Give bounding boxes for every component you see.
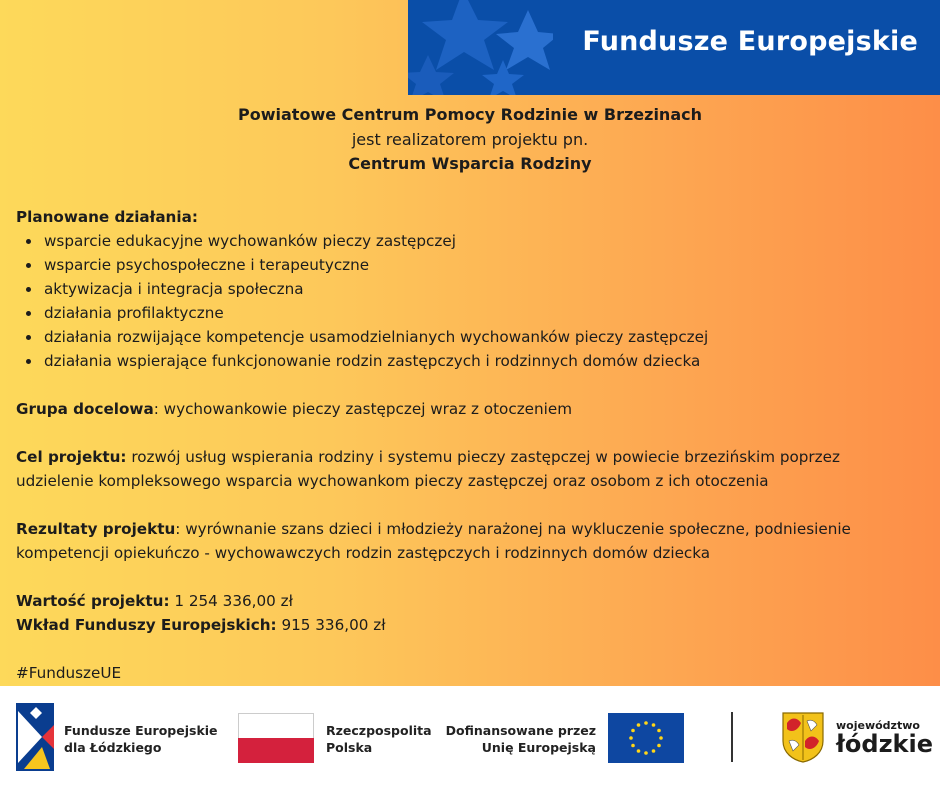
project-value-amount: 1 254 336,00 zł <box>169 592 293 610</box>
project-value <box>16 589 916 613</box>
poland-text <box>326 722 432 756</box>
project-name: Centrum Wsparcia Rodziny <box>348 154 592 173</box>
banner-title: Fundusze Europejskie <box>582 26 918 57</box>
header-block <box>0 103 940 177</box>
region-big-text: łódzkie <box>836 730 934 758</box>
eu-line1: Dofinansowane przez <box>445 723 596 738</box>
target-group <box>16 397 916 421</box>
region-small-text: województwo <box>836 719 920 732</box>
goal-label: Cel projektu: <box>16 448 127 466</box>
target-group-label: Grupa docelowa <box>16 400 154 418</box>
list-item: działania profilaktyczne <box>16 301 916 325</box>
eu-contribution-label: Wkład Funduszy Europejskich: <box>16 616 277 634</box>
goal <box>16 445 916 493</box>
fe-lodzkie-text <box>64 722 218 756</box>
poland-line2: Polska <box>326 740 373 755</box>
organization-name: Powiatowe Centrum Pomocy Rodzinie w Brzezinach <box>238 105 702 124</box>
goal-text: rozwój usług wspierania rodziny i systemu pieczy zastępczej w powiecie brzezińskim poprzez udzielenie kompleksowego wsparcia wychowankom pieczy zastępczej oraz osobom z ich otoczenia <box>16 448 840 490</box>
content <box>16 205 916 685</box>
eu-stars-art-icon <box>408 0 558 95</box>
results-label: Rezultaty projektu <box>16 520 176 538</box>
lodzkie-coat-of-arms-icon <box>781 711 825 763</box>
activities-label: Planowane działania: <box>16 208 198 226</box>
activities-list <box>16 229 916 373</box>
hashtag: #FunduszeUE <box>16 664 122 682</box>
results-text: : wyrównanie szans dzieci i młodzieży narażonej na wykluczenie społeczne, podniesienie kompetencji opiekuńczo - wychowawczych rodzin zastępczych i rodzinnych domów dziecka <box>16 520 851 562</box>
logo-strip <box>0 686 940 788</box>
poland-line1: Rzeczpospolita <box>326 723 432 738</box>
eu-contribution <box>16 613 916 637</box>
eu-cofunded-text <box>440 722 596 756</box>
fe-lodzkie-line1: Fundusze Europejskie <box>64 723 218 738</box>
list-item: wsparcie edukacyjne wychowanków pieczy zastępczej <box>16 229 916 253</box>
eu-contribution-amount: 915 336,00 zł <box>276 616 386 634</box>
list-item: działania rozwijające kompetencje usamodzielnianych wychowanków pieczy zastępczej <box>16 325 916 349</box>
list-item: działania wspierające funkcjonowanie rodzin zastępczych i rodzinnych domów dziecka <box>16 349 916 373</box>
fe-lodzkie-line2: dla Łódzkiego <box>64 740 162 755</box>
fe-lodzkie-logo-icon <box>16 703 54 771</box>
project-value-label: Wartość projektu: <box>16 592 170 610</box>
lodzkie-text <box>836 719 933 757</box>
results <box>16 517 916 565</box>
logo-separator <box>731 712 733 762</box>
target-group-text: : wychowankowie pieczy zastępczej wraz z otoczeniem <box>153 400 572 418</box>
eu-line2: Unię Europejską <box>481 740 596 755</box>
list-item: aktywizacja i integracja społeczna <box>16 277 916 301</box>
eu-flag-icon <box>608 713 684 763</box>
intro-text: jest realizatorem projektu pn. <box>351 129 589 149</box>
banner <box>408 0 940 95</box>
list-item: wsparcie psychospołeczne i terapeutyczne <box>16 253 916 277</box>
poland-flag-icon <box>238 713 314 763</box>
